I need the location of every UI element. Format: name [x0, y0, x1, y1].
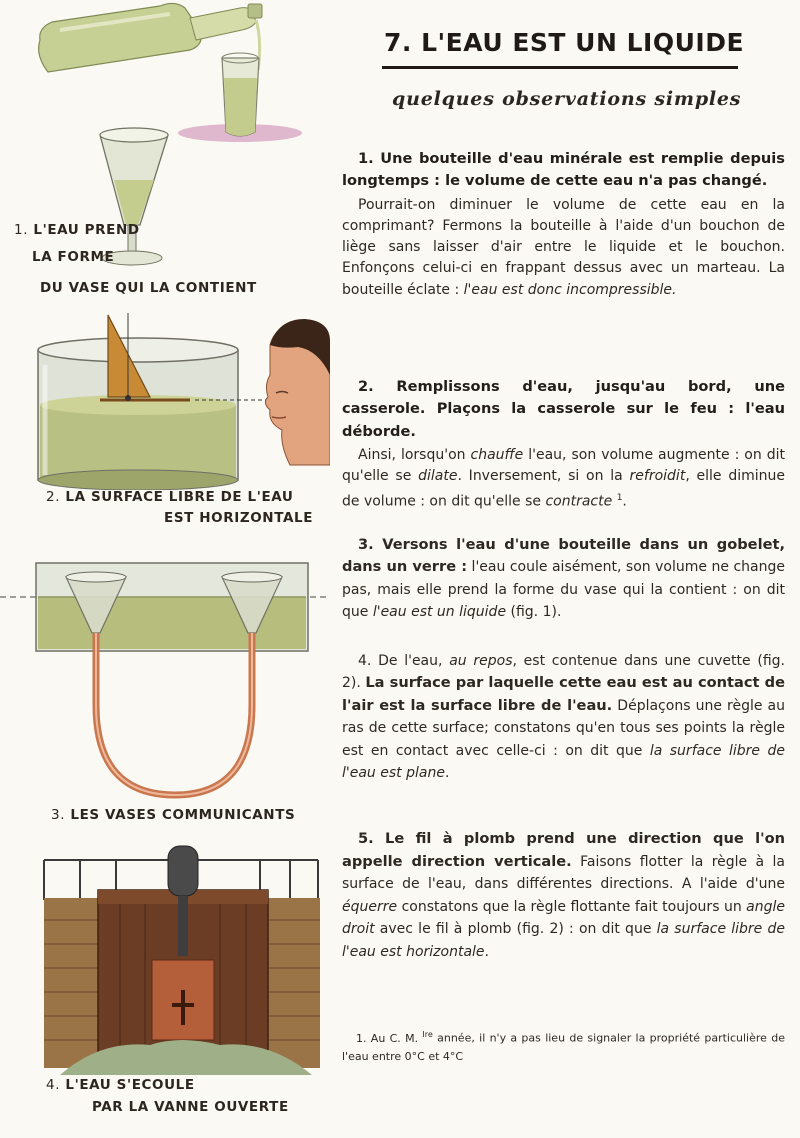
figure-4-illustration — [0, 840, 330, 1075]
section-1-body: Pourrait-on diminuer le volume de cette eau en la comprimant? Fermons la bouteille à l'aide d'un bouchon de liège sans laisser d'air entre le liquide et le bouchon. Enfonçons celui-ci en frappant dessus avec un marteau. La bouteille éclate : l'eau est donc incompressible. — [342, 196, 785, 298]
figure-2-illustration — [0, 305, 330, 490]
page-title: 7. L'EAU EST UN LIQUIDE — [384, 28, 745, 57]
section-2-body: Ainsi, lorsqu'on chauffe l'eau, son volume augmente : on dit qu'elle se dilate. Inversement, si on la refroidit, elle diminue de volume : on dit qu'elle se contracte $^1$. — [342, 447, 785, 510]
section-2-lead: 2. Remplissons d'eau, jusqu'au bord, une casserole. Plaçons la casserole sur le feu : l'eau déborde. — [342, 378, 785, 440]
section-4 — [342, 650, 785, 784]
figure-1-caption-line-1: 1. L'EAU PREND — [14, 222, 140, 238]
wooden-sluice-icon — [98, 846, 268, 1065]
figure-2-caption-line-2: EST HORIZONTALE — [164, 510, 314, 526]
section-3 — [342, 534, 785, 624]
figure-4-caption-line-1: 4. L'EAU S'ECOULE — [46, 1077, 195, 1093]
glass-icon — [178, 53, 302, 142]
figure-3-caption: 3. LES VASES COMMUNICANTS — [51, 807, 296, 823]
basin-icon — [38, 338, 238, 490]
conical-vase-icon — [100, 128, 168, 265]
u-tube-icon — [96, 633, 252, 795]
footnote: 1. Au C. M. $^{Ire}$ année, il n'y a pas lieu de signaler la propriété particulière de l'eau entre 0°C et 4°C — [342, 1030, 785, 1063]
section-5-body: 5. Le fil à plomb prend une direction que l'on appelle direction verticale. Faisons flotter la règle à la surface de l'eau, dans différentes directions. A l'aide d'une équerre constatons que la règle flottante fait toujours un angle droit avec le fil à plomb (fig. 2) : on dit que la surface libre de l'eau est horizontale. — [342, 830, 785, 960]
title-underline — [382, 66, 738, 69]
figure-3-illustration — [0, 555, 330, 805]
section-4-body: 4. De l'eau, au repos, est contenue dans une cuvette (fig. 2). La surface par laquelle cette eau est au contact de l'air est la surface libre de l'eau. Déplaçons une règle au ras de cette surface; constatons qu'en tous ses points la règle est en contact avec celle-ci : on dit que la surface libre de l'eau est plane. — [342, 653, 785, 782]
section-2 — [342, 376, 785, 512]
section-5 — [342, 828, 785, 964]
section-1-lead: 1. Une bouteille d'eau minérale est remplie depuis longtemps : le volume de cette eau n'a pas changé. — [342, 150, 785, 190]
figure-2-caption-line-1: 2. LA SURFACE LIBRE DE L'EAU — [46, 489, 294, 505]
section-1 — [342, 148, 785, 301]
section-3-body: 3. Versons l'eau d'une bouteille dans un gobelet, dans un verre : l'eau coule aisément, son volume ne change pas, mais elle prend la forme du vase qui la contient : on dit que l'eau est un liquide (fig. 1). — [342, 536, 785, 621]
page-subtitle: quelques observations simples — [392, 88, 742, 110]
figure-1-caption-line-3: DU VASE QUI LA CONTIENT — [40, 280, 257, 296]
figure-1-caption-line-2: LA FORME — [32, 249, 115, 265]
figure-4-caption-line-2: PAR LA VANNE OUVERTE — [92, 1099, 289, 1115]
observer-face-icon — [265, 319, 330, 465]
